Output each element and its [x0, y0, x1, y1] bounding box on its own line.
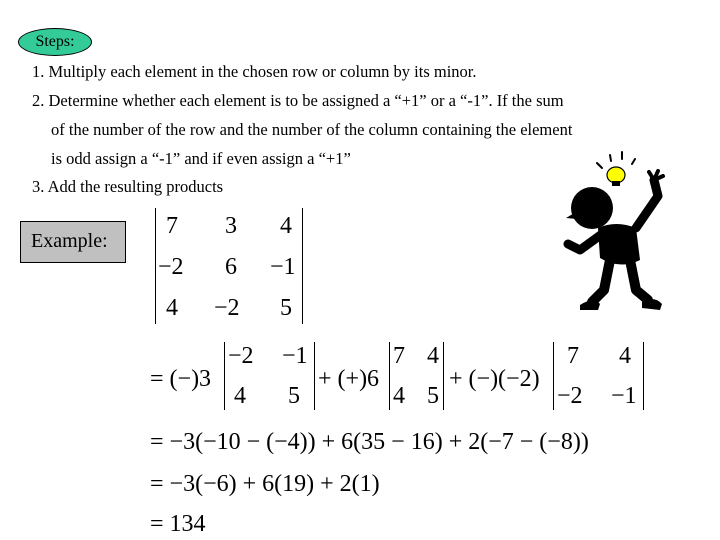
cell-2-3: −1	[270, 254, 296, 280]
minor-2-cell-2-1: 4	[393, 383, 405, 409]
minor-2-cell-1-1: 7	[393, 343, 405, 369]
minor-2-cell-1-2: 4	[427, 343, 439, 369]
step-3: 3. Add the resulting products	[32, 177, 224, 196]
cell-1-3: 4	[280, 213, 292, 239]
term1-coefficient: = (−)3	[150, 366, 212, 392]
minor-1	[222, 340, 318, 412]
minor-3	[551, 340, 647, 412]
cell-3-1: 4	[166, 295, 178, 321]
cell-3-3: 5	[280, 295, 292, 321]
cell-1-2: 3	[225, 213, 237, 239]
minor-1-cell-1-2: −1	[282, 343, 308, 369]
step-1: 1. Multiply each element in the chosen row or column by its minor.	[32, 62, 477, 81]
cell-1-1: 7	[166, 213, 178, 239]
step-2-continued: of the number of the row and the number of the column containing the element	[51, 120, 573, 139]
cell-3-2: −2	[214, 295, 240, 321]
minor-3-cell-1-2: 4	[619, 343, 631, 369]
cell-2-2: 6	[225, 254, 237, 280]
result-line: = 134	[150, 511, 206, 537]
minor-3-cell-2-1: −2	[557, 383, 583, 409]
term3-coefficient: + (−)(−2)	[449, 366, 540, 392]
minor-1-cell-1-1: −2	[228, 343, 254, 369]
example-label: Example:	[20, 221, 126, 263]
steps-badge: Steps:	[18, 28, 92, 56]
minor-1-cell-2-2: 5	[288, 383, 300, 409]
term2-coefficient: + (+)6	[318, 366, 380, 392]
simplification-line-1: = −3(−10 − (−4)) + 6(35 − 16) + 2(−7 − (−8))	[150, 429, 589, 455]
minor-1-cell-2-1: 4	[234, 383, 246, 409]
minor-3-cell-2-2: −1	[611, 383, 637, 409]
simplification-line-2: = −3(−6) + 6(19) + 2(1)	[150, 471, 380, 497]
minor-2-cell-2-2: 5	[427, 383, 439, 409]
minor-2	[387, 340, 447, 412]
determinant-3x3	[150, 206, 310, 326]
step-2: 2. Determine whether each element is to be assigned a “+1” or a “-1”. If the sum	[32, 91, 564, 110]
cell-2-1: −2	[158, 254, 184, 280]
step-2-continued-2: is odd assign a “-1” and if even assign a “+1”	[51, 149, 351, 168]
thinking-figure-with-lightbulb-icon	[550, 150, 700, 320]
minor-3-cell-1-1: 7	[567, 343, 579, 369]
